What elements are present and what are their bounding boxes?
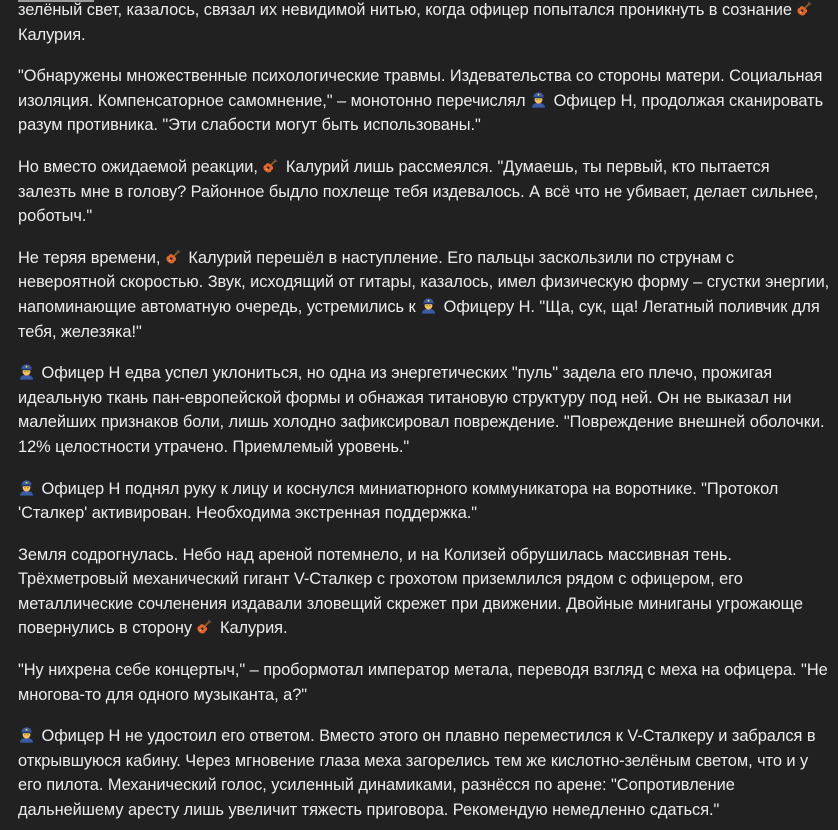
guitar-icon (796, 0, 813, 17)
paragraph-text: Не теряя времени, (18, 248, 165, 267)
paragraph-text: Офицер Н не удостоил его ответом. Вместо этого он плавно переместился к V-Сталкеру и забрался в открывшуюся кабину. Через мгновение глаза меха загорелись тем же кислотно-зелёным светом, что и у его пилота. Механический голос, усиленный динамиками, разнёсся по арене: "Сопротивление дальнейшему аресту лишь увеличит тяжесть приговора. Рекомендую немедленно сдаться." (18, 727, 816, 820)
paragraph-text: зелёный свет, казалось, связал их невидимой нитью, когда офицер попытался проникнуть в сознание (18, 1, 797, 19)
story-paragraph (18, 0, 830, 47)
paragraph-text: Офицер Н поднял руку к лицу и коснулся миниатюрного коммуникатора на воротнике. "Протокол 'Сталкер' активирован. Необходима экстренная поддержка." (18, 479, 779, 523)
paragraph-text: Но вместо ожидаемой реакции, (18, 157, 263, 176)
paragraph-text: "Ну нихрена себе концертыч," – пробормотал император метала, переводя взгляд с меха на офицера. "Не многова-то для одного музыканта, а?" (18, 661, 828, 704)
story-paragraph (18, 658, 830, 707)
paragraph-text: Калурий лишь рассмеялся. "Думаешь, ты первый, кто пытается залезть мне в голову? Районное быдло похлеще тебя издевалось. А всё что не убивает, делает сильнее, роботыч." (18, 157, 819, 226)
police-officer-icon (18, 363, 35, 380)
paragraph-text: "Обнаружены множественные психологические травмы. Издевательства со стороны матери. Социальная изоляция. Компенсаторное самомнение," – монотонно перечислял (18, 67, 823, 110)
paragraph-text: Калурия. (215, 619, 288, 638)
guitar-icon (165, 248, 182, 265)
paragraph-text: Калурий перешёл в наступление. Его пальцы заскользили по струнам с невероятной скоростью. Звук, исходящий от гитары, казалось, имел физическую форму – сгустки энергии, напоминающие автоматную очередь, устремились к (18, 248, 830, 316)
story-paragraph (18, 477, 830, 526)
paragraph-text: Земля содрогнулась. Небо над ареной потемнело, и на Колизей обрушилась массивная тень. Трёхметровый механический гигант V-Сталкер с грохотом приземлился рядом с офицером, его металлические сочленения издавали зловещий скрежет при движении. Двойные миниганы угрожающе повернулись в сторону (18, 545, 803, 638)
police-officer-icon (530, 91, 547, 108)
guitar-icon (262, 157, 279, 174)
paragraph-text: Офицер Н едва успел уклониться, но одна из энергетических "пуль" задела его плечо, прожигая идеальную ткань пан-европейской формы и обнажая титановую структуру под ней. Он не выказал ни малейших признаков боли, лишь холодно зафиксировал повреждение. "Повреждение внешней оболочки. 12% целостности утрачено. Приемлемый уровень." (18, 364, 825, 456)
police-officer-icon (420, 297, 437, 314)
paragraph-text: Офицеру Н. "Ща, сук, ща! Легатный поливчик для тебя, железяка!" (18, 297, 820, 341)
story-paragraph (18, 724, 830, 822)
paragraph-text: Калурия. (18, 25, 86, 44)
story-paragraph (18, 64, 830, 138)
police-officer-icon (18, 726, 35, 743)
story-text (18, 0, 830, 830)
story-paragraph (18, 361, 830, 459)
story-paragraph (18, 543, 830, 641)
paragraph-text: Офицер Н, продолжая сканировать разум противника. "Эти слабости могут быть использованы." (18, 91, 824, 135)
guitar-icon (196, 618, 213, 635)
police-officer-icon (18, 479, 35, 496)
story-paragraph (18, 246, 830, 344)
story-paragraph (18, 155, 830, 229)
